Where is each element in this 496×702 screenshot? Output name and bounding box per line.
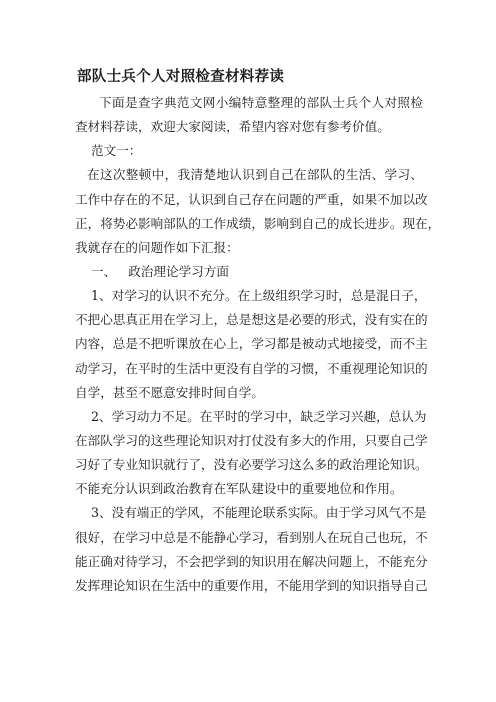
text-line: 范文一： bbox=[91, 143, 142, 159]
text-line: 自学，甚至不愿意安排时间自学。 bbox=[75, 384, 264, 400]
text-line: 下面是查字典范文网小编特意整理的部队士兵个人对照检 bbox=[99, 95, 423, 110]
text-line: 1、对学习的认识不充分。在上级组织学习时，总是混日子， bbox=[91, 288, 427, 304]
text-line: 2、学习动力不足。在平时的学习中，缺乏学习兴趣，总认为 bbox=[91, 408, 427, 424]
document-body bbox=[75, 91, 441, 598]
text-line: 动学习，在平时的生活中更没有自学的习惯，不重视理论知识的 bbox=[75, 360, 428, 376]
text-line: 习好了专业知识就行了，没有必要学习这么多的政治理论知识。 bbox=[75, 457, 428, 473]
document-title: 部队士兵个人对照检查材料荐读 bbox=[77, 69, 285, 85]
text-line: 3、没有端正的学风，不能理论联系实际。由于学习风气不是 bbox=[91, 505, 427, 521]
section-heading-text: 政治理论学习方面 bbox=[128, 263, 229, 279]
text-line: 能正确对待学习，不会把学到的知识用在解决问题上，不能充分 bbox=[75, 553, 428, 569]
text-line: 在部队学习的这些理论知识对打仗没有多大的作用，只要自己学 bbox=[75, 432, 428, 448]
section-number: 一、 bbox=[91, 263, 117, 279]
text-line: 查材料荐读，欢迎大家阅读，希望内容对您有参考价值。 bbox=[75, 119, 390, 135]
section-heading bbox=[75, 260, 423, 284]
text-line: 发挥理论知识在生活中的重要作用，不能用学到的知识指导自己 bbox=[75, 577, 428, 593]
text-line: 我就存在的问题作如下汇报： bbox=[75, 239, 239, 255]
text-line: 正，将势必影响部队的工作成绩，影响到自己的成长进步。现在， bbox=[75, 215, 441, 231]
text-line: 在这次整顿中，我清楚地认识到自己在部队的生活、学习、 bbox=[87, 167, 423, 183]
text-line: 不把心思真正用在学习上，总是想这是必要的形式，没有实在的 bbox=[75, 312, 428, 328]
text-line: 工作中存在的不足，认识到自己存在问题的严重，如果不加以改 bbox=[75, 191, 428, 207]
text-line: 不能充分认识到政治教育在军队建设中的重要地位和作用。 bbox=[75, 481, 403, 497]
text-line: 很好，在学习中总是不能静心学习，看到别人在玩自己也玩，不 bbox=[75, 529, 428, 545]
text-line: 内容，总是不把听课放在心上，学习都是被动式地接受，而不主 bbox=[75, 336, 428, 352]
